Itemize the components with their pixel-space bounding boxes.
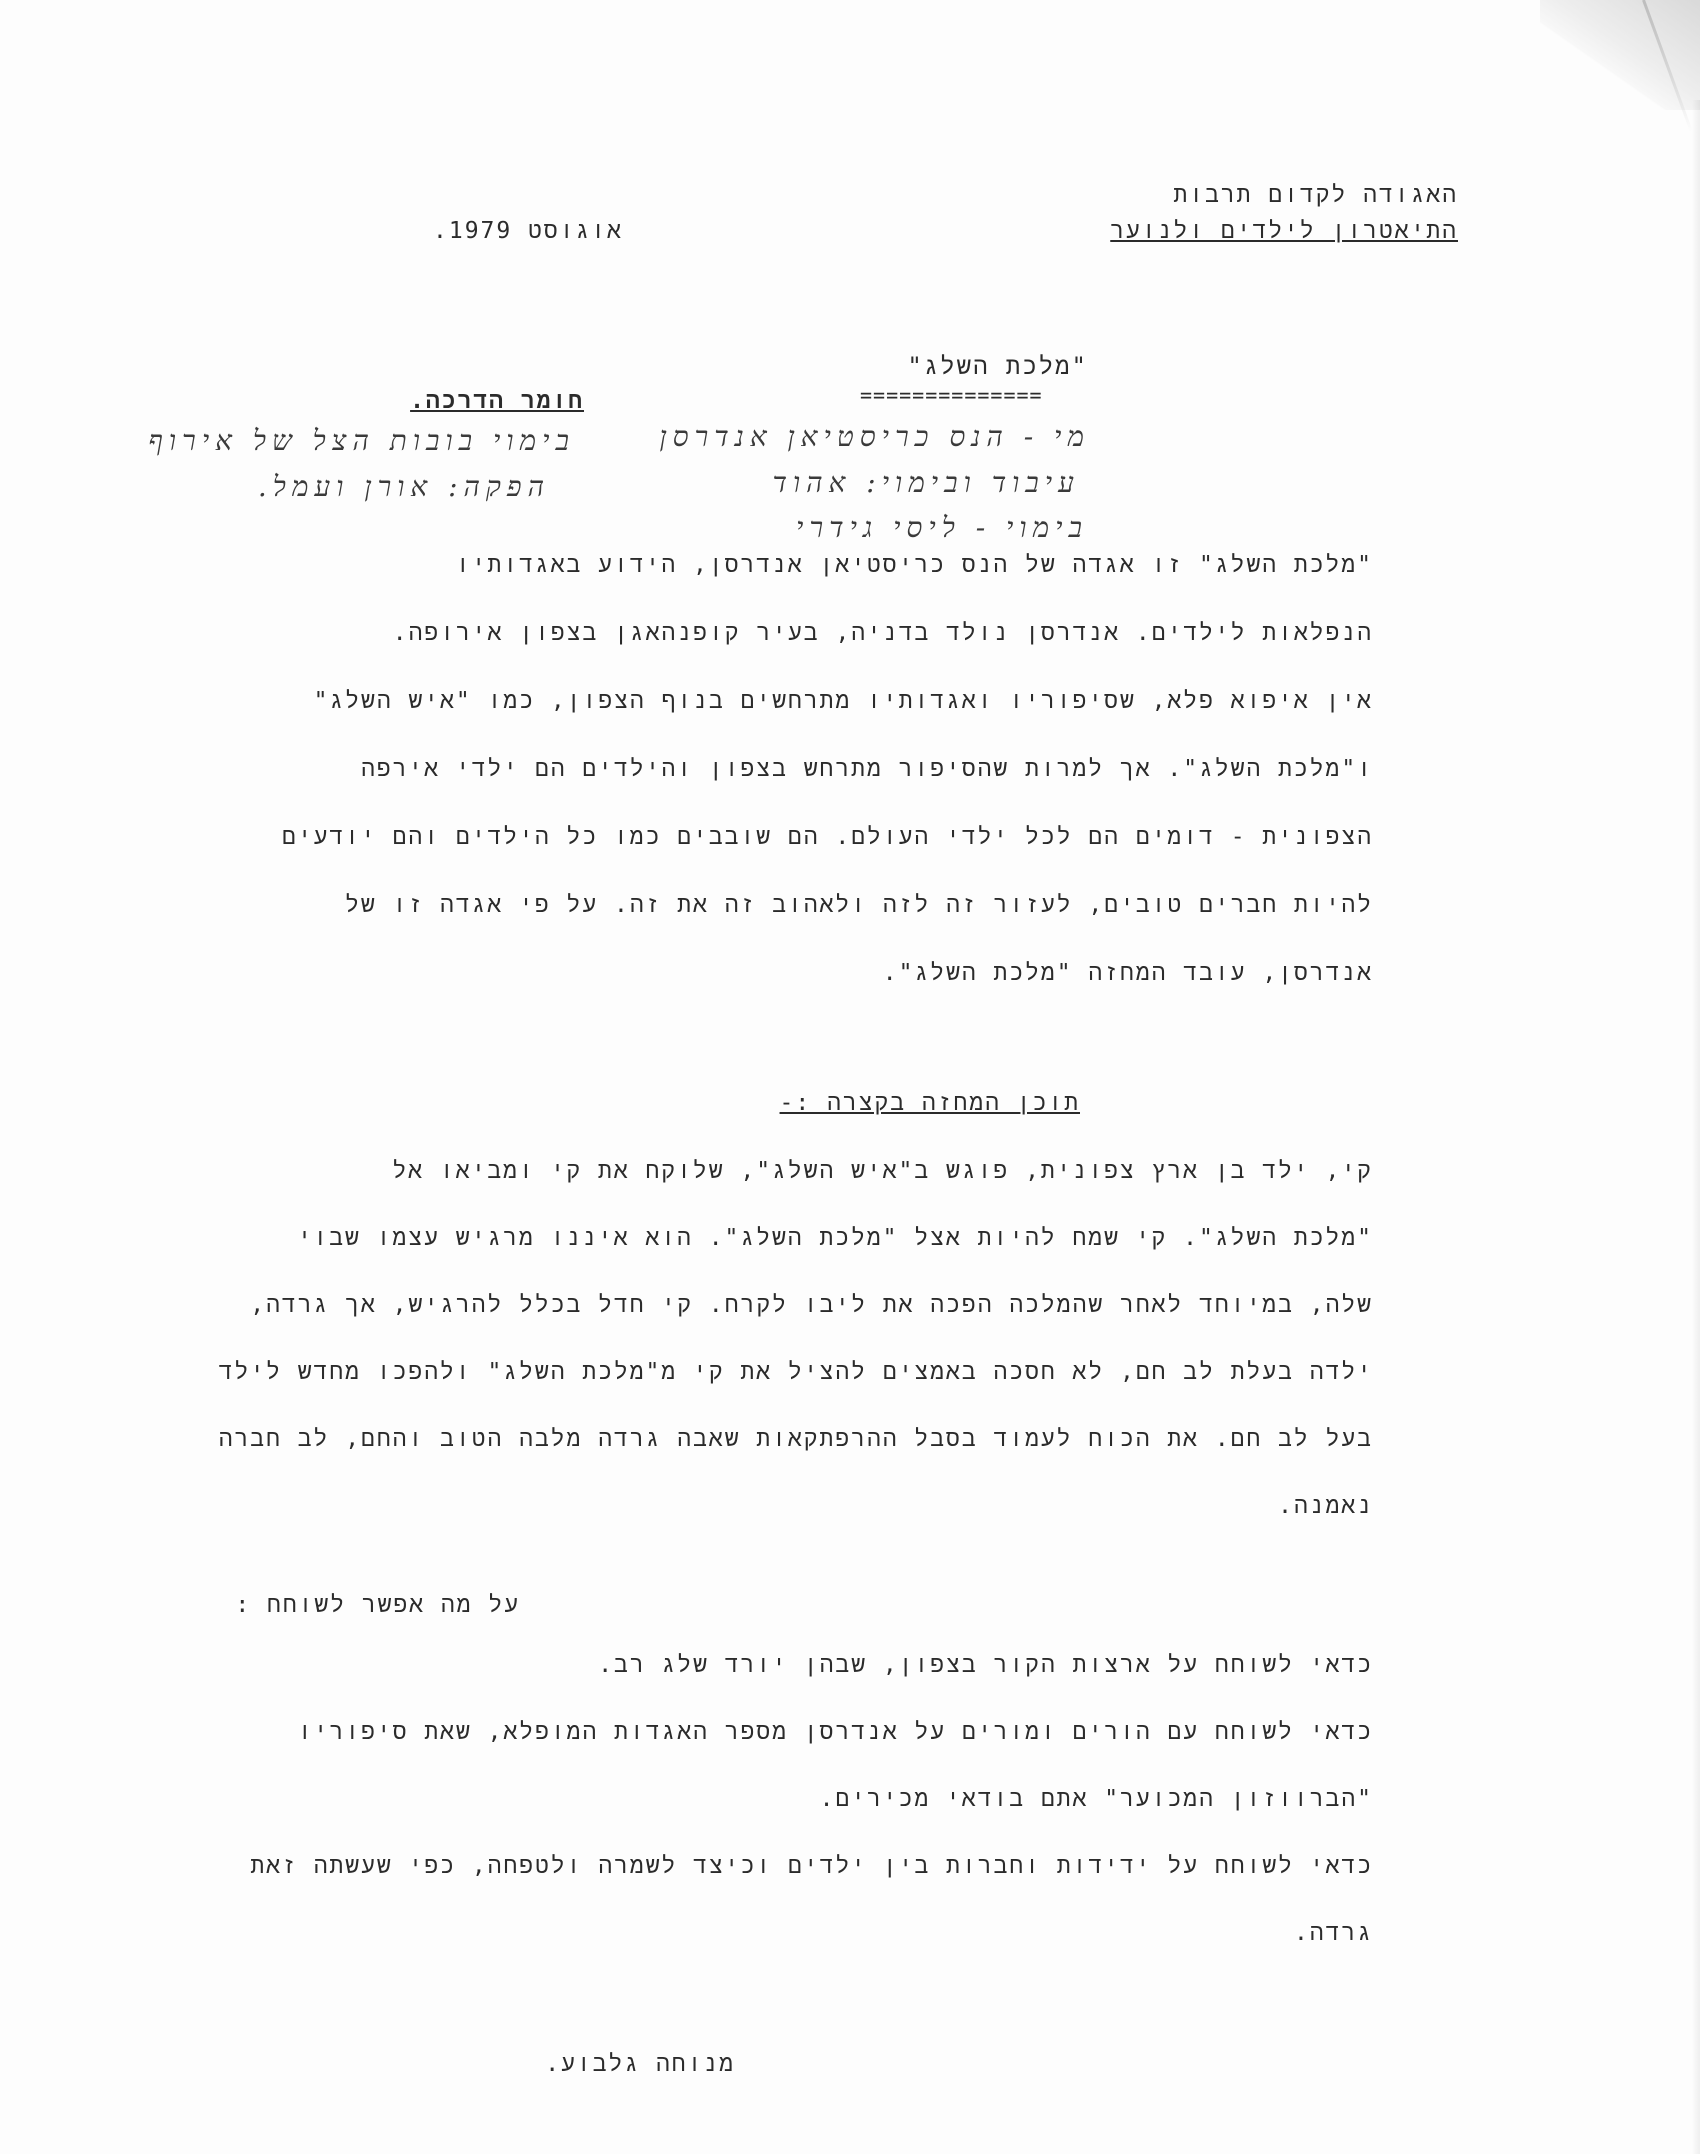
handwritten-note-2a: עיבוד ובימוי: אהוד (772, 466, 1080, 499)
play-title: "מלכת השלג" (907, 352, 1088, 380)
organization-name: האגודה לקדום תרבות (1173, 182, 1458, 208)
intro-line: "מלכת השלג" זו אגדה של הנס כריסטיאן אנדרסן, הידוע באגדותיו (455, 552, 1373, 578)
page-edge-shadow (1692, 100, 1700, 2154)
guidance-label: חומר הדרכה. (410, 388, 584, 414)
intro-line: אין איפוא פלא, שסיפוריו ואגדותיו מתרחשים בנוף הצפון, כמו "איש השלג" (313, 688, 1373, 714)
document-date: אוגוסט 1979. (433, 218, 623, 244)
handwritten-note-1b: בימוי בובות הצל של אירוף (148, 424, 575, 457)
summary-line: ילדה בעלת לב חם, לא חסכה באמצים להציל את קי מ"מלכת השלג" ולהפכו מחדש לילד (218, 1359, 1373, 1385)
summary-line: נאמנה. (1278, 1493, 1373, 1519)
discussion-line: כדאי לשוחח עם הורים ומורים על אנדרסן מספר האגדות המופלא, שאת סיפוריו (297, 1719, 1373, 1745)
theatre-name: התיאטרון לילדים ולנוער (1110, 218, 1458, 244)
author-signature: מנוחה גלבוע. (545, 2051, 735, 2077)
summary-line: "מלכת השלג". קי שמח להיות אצל "מלכת השלג". הוא איננו מרגיש עצמו שבוי (297, 1225, 1373, 1251)
summary-line: שלה, במיוחד לאחר שהמלכה הפכה את ליבו לקרח. קי חדל בכלל להרגיש, אך גרדה, (250, 1292, 1373, 1318)
discussion-line: גרדה. (1293, 1920, 1373, 1946)
summary-line: בעל לב חם. את הכוח לעמוד בסבל ההרפתקאות שאבה גרדה מלבה הטוב והחם, לב חברה (218, 1426, 1373, 1452)
discussion-line: כדאי לשוחח על ארצות הקור בצפון, שבהן יורד שלג רב. (598, 1652, 1373, 1678)
discussion-line: כדאי לשוחח על ידידות וחברות בין ילדים וכיצד לשמרה ולטפחה, כפי שעשתה זאת (250, 1853, 1373, 1879)
intro-line: ו"מלכת השלג". אך למרות שהסיפור מתרחש בצפון והילדים הם ילדי אירפה (361, 756, 1373, 782)
discussion-line: "הברווזון המכוער" אתם בודאי מכירים. (819, 1786, 1373, 1812)
intro-line: הצפונית - דומים הם לכל ילדי העולם. הם שובבים כמו כל הילדים והם יודעים (281, 824, 1373, 850)
intro-line: אנדרסן, עובד המחזה "מלכת השלג". (882, 960, 1373, 986)
discussion-heading: על מה אפשר לשוחח : (235, 1592, 520, 1618)
intro-line: להיות חברים טובים, לעזור זה לזה ולאהוב זה את זה. על פי אגדה זו של (345, 892, 1373, 918)
summary-heading: תוכן המחזה בקצרה :- (779, 1090, 1080, 1116)
intro-line: הנפלאות לילדים. אנדרסן נולד בדניה, בעיר קופנהאגן בצפון אירופה. (392, 620, 1373, 646)
summary-line: קי, ילד בן ארץ צפונית, פוגש ב"איש השלג", שלוקח את קי ומביאו אל (392, 1158, 1373, 1184)
title-underline: ============== (860, 383, 1043, 407)
handwritten-note-1a: מי - הנס כריסטיאן אנדרסן (659, 420, 1090, 453)
handwritten-note-3: בימוי - ליסי גידרי (796, 511, 1088, 544)
handwritten-note-2b: הפקה: אורן ועמל. (257, 470, 550, 503)
